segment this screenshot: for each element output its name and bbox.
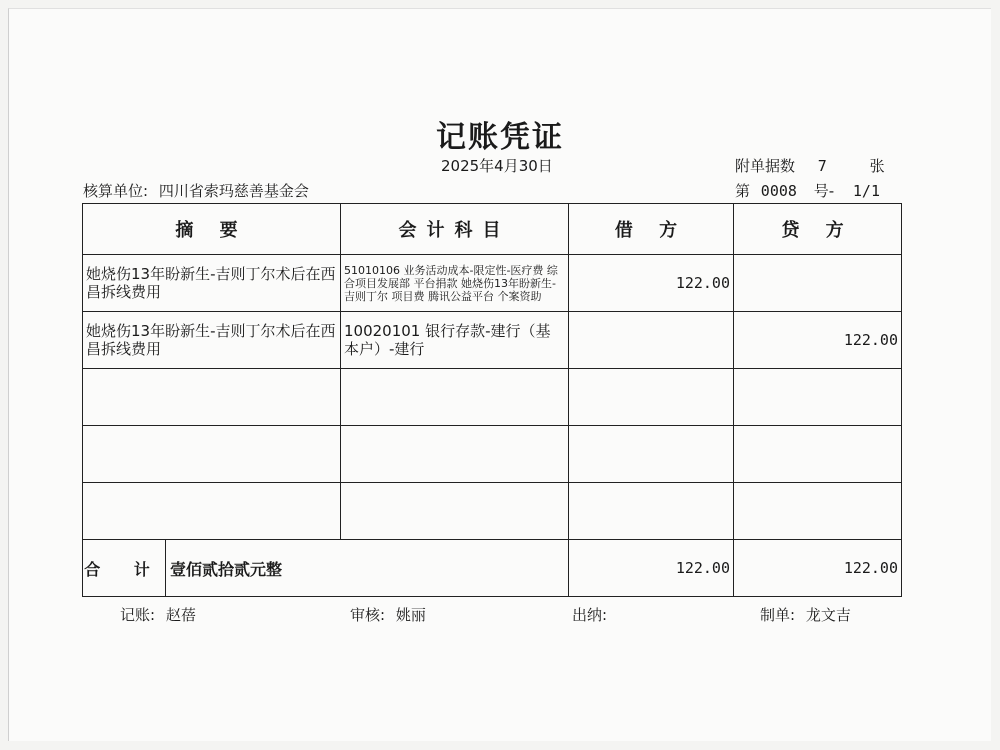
unit-name: 四川省索玛慈善基金会	[158, 182, 309, 200]
total-label: 合 计	[83, 540, 166, 596]
bookkeeper-name: 赵蓓	[165, 606, 196, 624]
bookkeeper-label: 记账:	[120, 606, 156, 624]
number-value: 0008	[760, 182, 797, 200]
header-debit: 借 方	[569, 204, 734, 255]
voucher-title: 记账凭证	[436, 120, 564, 155]
attachments-count: 7	[817, 157, 827, 175]
table-row	[83, 255, 902, 312]
attachments-unit: 张	[869, 157, 885, 175]
header-account: 会计科目	[341, 204, 569, 255]
row-account: 10020101 银行存款-建行（基本户）-建行	[341, 312, 569, 369]
cashier-label: 出纳:	[572, 606, 608, 624]
sign-preparer	[760, 604, 851, 625]
row-credit	[734, 255, 902, 312]
voucher-number	[735, 180, 880, 201]
row-debit	[569, 312, 734, 369]
total-credit: 122.00	[734, 540, 902, 597]
number-suffix: 号-	[813, 182, 835, 200]
empty-row	[83, 369, 902, 426]
attachments-label: 附单据数	[735, 157, 796, 175]
sign-bookkeeper	[120, 604, 196, 625]
accounting-unit	[83, 180, 309, 201]
attachments-info	[735, 155, 885, 176]
preparer-name: 龙文吉	[805, 606, 851, 624]
row-debit: 122.00	[569, 255, 734, 312]
unit-label: 核算单位:	[83, 182, 149, 200]
sign-cashier	[572, 604, 613, 625]
total-amount-words: 壹佰贰拾贰元整	[170, 559, 283, 579]
empty-row	[83, 483, 902, 540]
reviewer-name: 姚丽	[395, 606, 426, 624]
row-summary: 她烧伤13年盼新生-吉则丁尔术后在西昌拆线费用	[83, 312, 341, 369]
row-credit: 122.00	[734, 312, 902, 369]
row-summary: 她烧伤13年盼新生-吉则丁尔术后在西昌拆线费用	[83, 255, 341, 312]
reviewer-label: 审核:	[350, 606, 386, 624]
total-row	[83, 540, 902, 597]
table-row	[83, 312, 902, 369]
voucher-table	[82, 203, 902, 597]
number-prefix: 第	[735, 182, 751, 200]
voucher-date: 2025年4月30日	[441, 157, 553, 175]
sign-reviewer	[350, 604, 426, 625]
header-credit: 贷 方	[734, 204, 902, 255]
total-debit: 122.00	[569, 540, 734, 597]
empty-row	[83, 426, 902, 483]
table-header-row	[83, 204, 902, 255]
preparer-label: 制单:	[760, 606, 796, 624]
row-account: 51010106 业务活动成本-限定性-医疗费 综合项目发展部 平台捐款 她烧伤13年盼新生-吉则丁尔 项目费 腾讯公益平台 个案资助	[341, 255, 569, 312]
header-summary: 摘 要	[83, 204, 341, 255]
page-indicator: 1/1	[852, 182, 880, 200]
